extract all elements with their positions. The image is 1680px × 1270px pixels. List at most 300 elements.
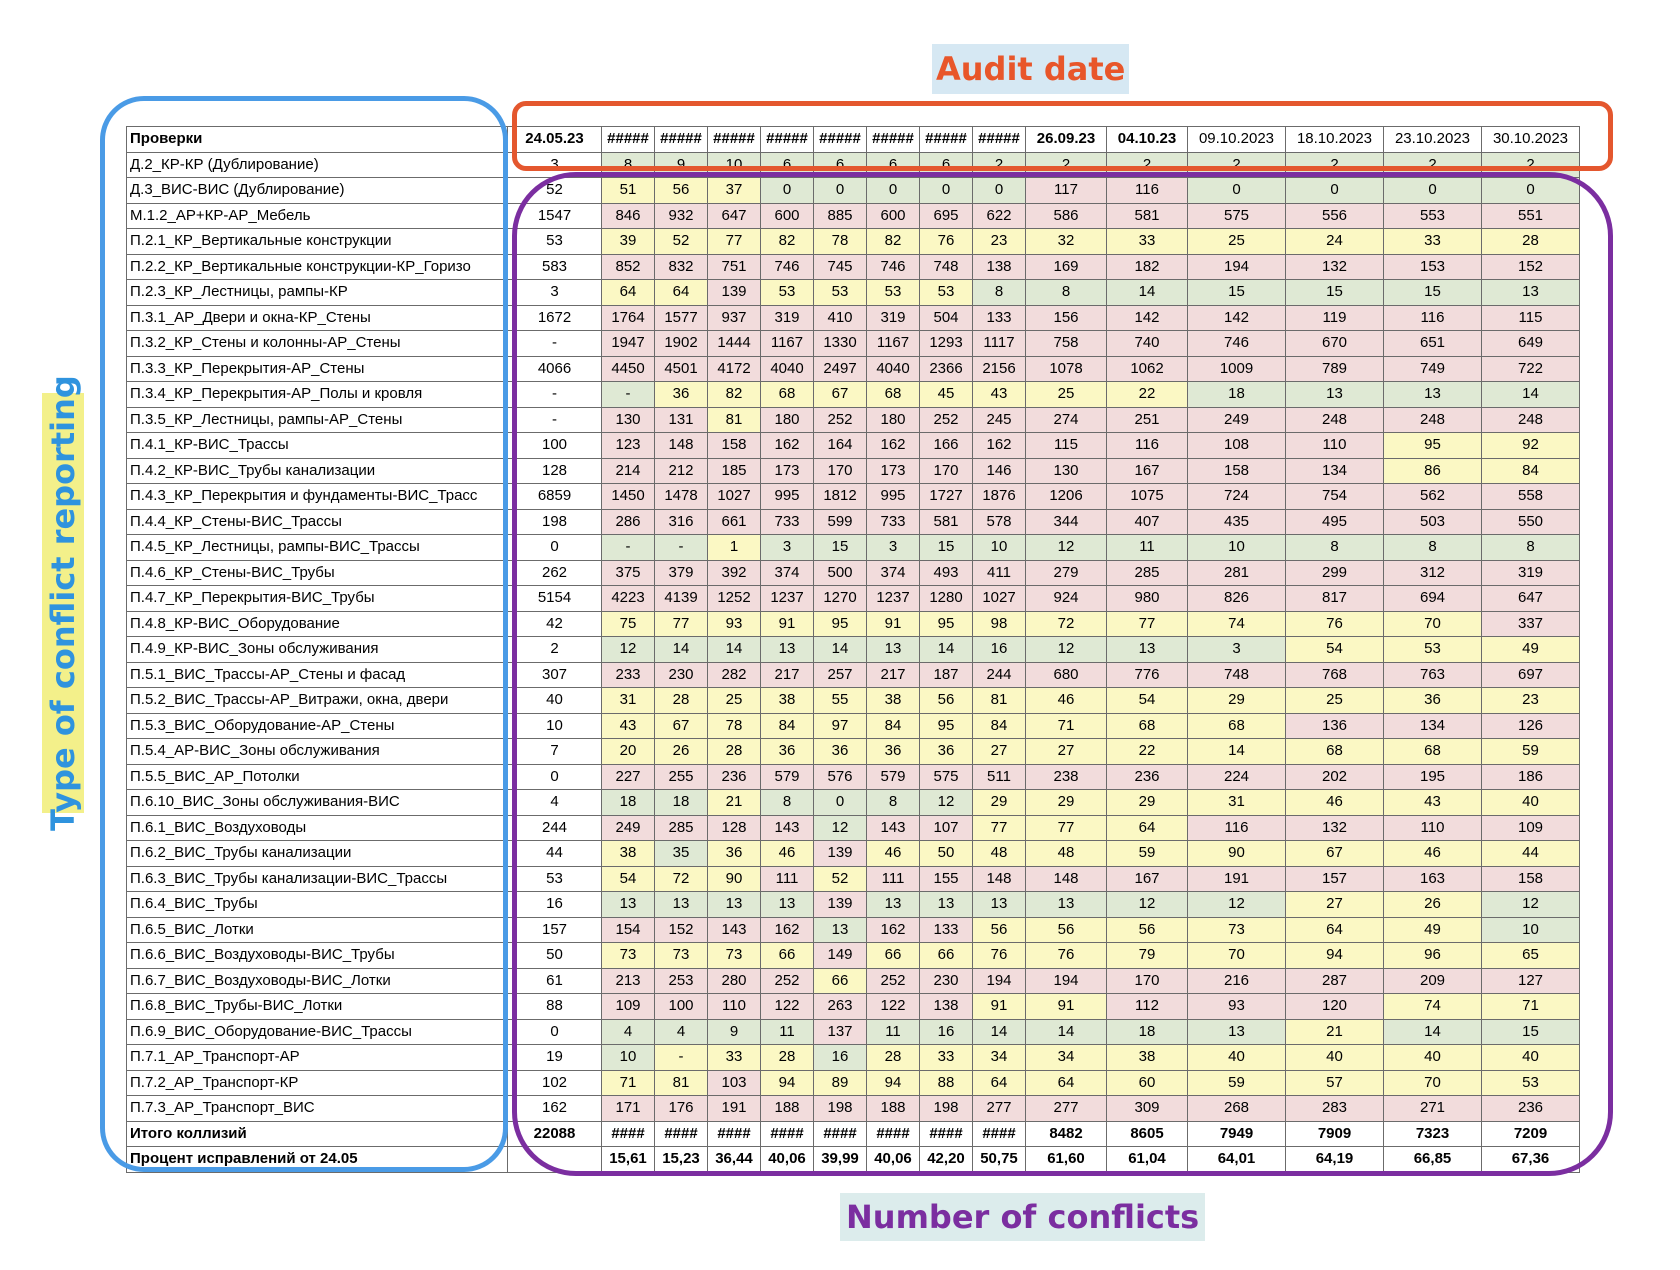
conflict-count-cell: 277 [1026,1096,1107,1122]
conflict-count-cell: 18 [1188,382,1286,408]
conflict-count-cell: - [655,535,708,561]
conflict-count-cell: 722 [1482,356,1580,382]
conflict-count-cell: 166 [920,433,973,459]
conflict-count-cell: 49 [1482,637,1580,663]
check-name-cell: П.7.1_АР_Транспорт-АР [127,1045,508,1071]
check-name-cell: П.4.4_КР_Стены-ВИС_Трассы [127,509,508,535]
conflict-count-cell: 4040 [761,356,814,382]
conflict-count-cell: 90 [1188,841,1286,867]
conflict-count-cell: 78 [814,229,867,255]
conflict-count-cell: - [602,382,655,408]
conflict-count-cell: 171 [602,1096,655,1122]
conflict-count-cell: 60 [1107,1070,1188,1096]
conflict-count-cell: 937 [708,305,761,331]
baseline-cell: 3 [508,280,602,306]
percent-row-value: 39,99 [814,1147,867,1173]
conflict-count-cell: 130 [1026,458,1107,484]
conflict-count-cell: 251 [1107,407,1188,433]
conflict-count-cell: 188 [761,1096,814,1122]
conflict-count-cell: 56 [1026,917,1107,943]
conflict-count-cell: 1577 [655,305,708,331]
conflict-count-cell: 1237 [867,586,920,612]
conflict-count-cell: 162 [761,917,814,943]
baseline-cell: 583 [508,254,602,280]
conflict-count-cell: 2 [1026,152,1107,178]
conflict-count-cell: 651 [1384,331,1482,357]
conflict-count-cell: 122 [867,994,920,1020]
conflict-count-cell: 18 [602,790,655,816]
conflict-count-cell: 14 [920,637,973,663]
conflict-count-cell: 67 [1286,841,1384,867]
conflict-count-cell: 73 [708,943,761,969]
conflict-count-cell: 84 [1482,458,1580,484]
conflict-count-cell: 38 [867,688,920,714]
conflict-count-cell: 56 [973,917,1026,943]
conflict-count-cell: 8 [867,790,920,816]
conflict-count-cell: 733 [761,509,814,535]
conflict-count-cell: 763 [1384,662,1482,688]
conflict-count-cell: 319 [1482,560,1580,586]
conflict-count-cell: 93 [708,611,761,637]
conflict-count-cell: 379 [655,560,708,586]
conflict-count-cell: 274 [1026,407,1107,433]
conflict-count-cell: 238 [1026,764,1107,790]
conflict-count-cell: 36 [761,739,814,765]
conflict-count-cell: 0 [1188,178,1286,204]
conflict-count-cell: 54 [602,866,655,892]
conflict-count-cell: 39 [602,229,655,255]
conflict-count-cell: 51 [602,178,655,204]
conflict-count-cell: 511 [973,764,1026,790]
conflict-count-cell: 25 [1286,688,1384,714]
conflict-count-cell: 1062 [1107,356,1188,382]
conflict-count-cell: 132 [1286,254,1384,280]
conflict-count-cell: 56 [1107,917,1188,943]
conflict-count-cell: 745 [814,254,867,280]
check-name-cell: П.4.2_КР-ВИС_Трубы канализации [127,458,508,484]
conflict-count-cell: 107 [920,815,973,841]
conflict-count-cell: 112 [1107,994,1188,1020]
conflict-count-cell: 575 [1188,203,1286,229]
conflict-count-cell: 91 [867,611,920,637]
conflict-count-cell: 97 [814,713,867,739]
conflict-count-cell: 158 [708,433,761,459]
date-header: ##### [867,127,920,153]
conflict-count-cell: 4 [655,1019,708,1045]
conflict-count-cell: 4501 [655,356,708,382]
conflict-count-cell: 1444 [708,331,761,357]
baseline-cell: 128 [508,458,602,484]
check-name-cell: П.7.2_АР_Транспорт-КР [127,1070,508,1096]
conflict-count-cell: 162 [973,433,1026,459]
conflict-count-cell: 217 [867,662,920,688]
conflict-count-cell: 236 [1482,1096,1580,1122]
conflict-count-cell: 91 [1026,994,1107,1020]
conflict-count-cell: 40 [1286,1045,1384,1071]
conflict-count-cell: 670 [1286,331,1384,357]
conflict-count-cell: 59 [1107,841,1188,867]
conflict-count-cell: 13 [1188,1019,1286,1045]
conflict-count-cell: 115 [1482,305,1580,331]
conflict-count-cell: 2 [1188,152,1286,178]
conflict-count-cell: 96 [1384,943,1482,969]
conflict-count-cell: 111 [761,866,814,892]
conflict-count-cell: 832 [655,254,708,280]
conflict-count-cell: 283 [1286,1096,1384,1122]
conflict-count-cell: 695 [920,203,973,229]
conflict-count-cell: 209 [1384,968,1482,994]
conflict-count-cell: 244 [973,662,1026,688]
conflict-count-cell: 103 [708,1070,761,1096]
conflict-count-cell: 10 [973,535,1026,561]
conflict-count-cell: 282 [708,662,761,688]
check-name-cell: П.4.6_КР_Стены-ВИС_Трубы [127,560,508,586]
conflict-count-cell: 46 [867,841,920,867]
conflict-count-cell: 49 [1384,917,1482,943]
conflict-count-cell: 26 [655,739,708,765]
conflict-count-cell: 31 [602,688,655,714]
conflict-count-cell: 11 [1107,535,1188,561]
conflict-count-cell: 180 [867,407,920,433]
check-name-cell: П.3.5_КР_Лестницы, рампы-АР_Стены [127,407,508,433]
baseline-cell: 7 [508,739,602,765]
conflict-count-cell: 194 [1188,254,1286,280]
conflict-count-cell: 116 [1107,433,1188,459]
conflict-count-cell: 36 [814,739,867,765]
conflict-count-cell: 680 [1026,662,1107,688]
conflict-count-cell: 1450 [602,484,655,510]
conflict-count-cell: 84 [973,713,1026,739]
conflict-count-cell: 252 [920,407,973,433]
conflict-count-cell: 38 [1107,1045,1188,1071]
conflict-count-cell: 55 [814,688,867,714]
conflict-count-cell: 134 [1286,458,1384,484]
conflict-count-cell: 435 [1188,509,1286,535]
baseline-cell: 262 [508,560,602,586]
check-name-cell: П.7.3_АР_Транспорт_ВИС [127,1096,508,1122]
conflict-count-cell: 0 [867,178,920,204]
conflict-count-cell: 751 [708,254,761,280]
conflict-count-cell: 13 [867,637,920,663]
conflict-count-cell: 35 [655,841,708,867]
conflict-count-cell: 1727 [920,484,973,510]
conflict-count-cell: 53 [761,280,814,306]
conflict-count-cell: 122 [761,994,814,1020]
conflict-count-cell: 575 [920,764,973,790]
conflict-count-cell: 72 [655,866,708,892]
conflict-count-cell: 0 [920,178,973,204]
conflict-count-cell: 768 [1286,662,1384,688]
conflict-count-cell: 180 [761,407,814,433]
percent-row-value: 15,23 [655,1147,708,1173]
conflict-count-cell: 374 [761,560,814,586]
conflict-count-cell: 13 [761,637,814,663]
check-name-cell: П.4.3_КР_Перекрытия и фундаменты-ВИС_Трасс [127,484,508,510]
conflict-count-cell: 53 [1384,637,1482,663]
conflict-count-cell: 286 [602,509,655,535]
conflict-count-cell: 37 [708,178,761,204]
conflict-count-cell: 164 [814,433,867,459]
conflict-count-cell: 67 [814,382,867,408]
conflict-count-cell: 586 [1026,203,1107,229]
baseline-cell: 5154 [508,586,602,612]
conflict-count-cell: 13 [1026,892,1107,918]
conflict-count-cell: 65 [1482,943,1580,969]
conflict-count-cell: 600 [761,203,814,229]
conflict-count-cell: 13 [814,917,867,943]
conflict-count-cell: 12 [1107,892,1188,918]
conflict-count-cell: 558 [1482,484,1580,510]
conflict-count-cell: 789 [1286,356,1384,382]
conflict-count-cell: 550 [1482,509,1580,535]
conflict-count-cell: 2497 [814,356,867,382]
conflict-count-cell: 143 [761,815,814,841]
conflict-count-cell: 980 [1107,586,1188,612]
conflict-count-cell: 4 [602,1019,655,1045]
conflict-count-cell: 12 [920,790,973,816]
baseline-cell: 0 [508,1019,602,1045]
total-row-value: 8482 [1026,1121,1107,1147]
conflict-count-cell: 53 [814,280,867,306]
conflict-count-cell: 13 [973,892,1026,918]
conflict-count-cell: 733 [867,509,920,535]
conflict-count-cell: 29 [1026,790,1107,816]
conflict-count-cell: 153 [1384,254,1482,280]
conflict-count-cell: 50 [920,841,973,867]
conflict-count-cell: 77 [655,611,708,637]
check-name-cell: П.5.5_ВИС_АР_Потолки [127,764,508,790]
conflict-count-cell: 67 [655,713,708,739]
conflict-count-cell: 70 [1384,611,1482,637]
conflict-count-cell: 40 [1188,1045,1286,1071]
conflict-count-cell: 375 [602,560,655,586]
check-name-cell: П.4.9_КР-ВИС_Зоны обслуживания [127,637,508,663]
conflict-count-cell: 8 [761,790,814,816]
conflict-count-cell: 27 [1286,892,1384,918]
date-header: 23.10.2023 [1384,127,1482,153]
check-name-cell: П.6.5_ВИС_Лотки [127,917,508,943]
check-name-cell: П.5.2_ВИС_Трассы-АР_Витражи, окна, двери [127,688,508,714]
conflict-count-cell: 740 [1107,331,1188,357]
conflict-count-cell: 52 [814,866,867,892]
conflict-count-cell: 91 [973,994,1026,1020]
conflict-count-cell: 133 [973,305,1026,331]
conflict-count-cell: 133 [920,917,973,943]
conflict-count-cell: 1009 [1188,356,1286,382]
check-name-cell: П.6.3_ВИС_Трубы канализации-ВИС_Трассы [127,866,508,892]
conflict-count-cell: 154 [602,917,655,943]
conflict-count-cell: 29 [1188,688,1286,714]
baseline-cell: 0 [508,764,602,790]
conflict-count-cell: 14 [1482,382,1580,408]
conflict-count-cell: 143 [867,815,920,841]
conflict-count-cell: 230 [655,662,708,688]
conflict-count-cell: 233 [602,662,655,688]
conflict-count-cell: 8 [602,152,655,178]
total-row-value: #### [602,1121,655,1147]
conflict-count-cell: 131 [655,407,708,433]
conflict-count-cell: 6 [867,152,920,178]
conflict-count-cell: 12 [1188,892,1286,918]
conflict-count-cell: 126 [1482,713,1580,739]
conflict-count-cell: 12 [1026,637,1107,663]
conflict-count-cell: 56 [655,178,708,204]
conflict-count-cell: 1478 [655,484,708,510]
conflict-count-cell: 48 [1026,841,1107,867]
conflict-count-cell: 173 [761,458,814,484]
conflict-count-cell: 13 [867,892,920,918]
percent-row-value: 66,85 [1384,1147,1482,1173]
conflict-count-cell: 53 [1482,1070,1580,1096]
check-name-cell: П.2.2_КР_Вертикальные конструкции-КР_Горизо [127,254,508,280]
check-name-cell: П.3.3_КР_Перекрытия-АР_Стены [127,356,508,382]
baseline-cell: 244 [508,815,602,841]
audit-date-label: Audit date [932,44,1129,94]
conflict-count-cell: 94 [761,1070,814,1096]
conflict-count-cell: 119 [1286,305,1384,331]
conflict-count-cell: 2366 [920,356,973,382]
conflict-count-cell: 95 [920,611,973,637]
conflict-count-cell: 43 [602,713,655,739]
baseline-cell: 44 [508,841,602,867]
conflict-count-cell: 59 [1188,1070,1286,1096]
conflict-count-cell: 71 [1026,713,1107,739]
check-name-cell: П.4.5_КР_Лестницы, рампы-ВИС_Трассы [127,535,508,561]
conflict-count-cell: 72 [1026,611,1107,637]
conflict-count-cell: 224 [1188,764,1286,790]
conflict-count-cell: 167 [1107,458,1188,484]
conflict-count-cell: 312 [1384,560,1482,586]
conflict-count-cell: 194 [973,968,1026,994]
check-name-cell: П.6.1_ВИС_Воздуховоды [127,815,508,841]
percent-row-value: 64,19 [1286,1147,1384,1173]
header-title: Проверки [127,127,508,153]
conflict-count-cell: 90 [708,866,761,892]
conflict-count-cell: 15 [920,535,973,561]
conflict-count-cell: 749 [1384,356,1482,382]
conflict-count-cell: 100 [655,994,708,1020]
conflict-count-cell: 148 [655,433,708,459]
conflict-count-cell: 64 [655,280,708,306]
conflict-count-cell: 64 [602,280,655,306]
conflict-count-cell: 54 [1107,688,1188,714]
baseline-cell: 4 [508,790,602,816]
conflict-count-cell: 170 [814,458,867,484]
conflict-count-cell: 724 [1188,484,1286,510]
conflict-count-cell: 38 [602,841,655,867]
conflict-count-cell: 248 [1286,407,1384,433]
conflict-count-cell: 187 [920,662,973,688]
conflict-count-cell: 109 [602,994,655,1020]
conflict-count-cell: 117 [1026,178,1107,204]
check-name-cell: П.4.7_КР_Перекрытия-ВИС_Трубы [127,586,508,612]
conflict-count-cell: 108 [1188,433,1286,459]
conflict-count-cell: 66 [920,943,973,969]
conflict-count-cell: 576 [814,764,867,790]
conflict-count-cell: 82 [867,229,920,255]
conflict-count-cell: 53 [867,280,920,306]
conflict-count-cell: 268 [1188,1096,1286,1122]
conflict-count-cell: 139 [708,280,761,306]
check-name-cell: П.2.3_КР_Лестницы, рампы-КР [127,280,508,306]
conflict-count-cell: 924 [1026,586,1107,612]
conflict-count-cell: 16 [814,1045,867,1071]
conflict-count-cell: 149 [814,943,867,969]
conflict-count-cell: 11 [867,1019,920,1045]
conflict-count-cell: 123 [602,433,655,459]
conflict-count-cell: 53 [920,280,973,306]
conflict-count-cell: 20 [602,739,655,765]
conflict-count-cell: 410 [814,305,867,331]
conflict-count-cell: 817 [1286,586,1384,612]
conflict-count-cell: 110 [1384,815,1482,841]
conflict-count-cell: 253 [655,968,708,994]
percent-row-value: 61,60 [1026,1147,1107,1173]
conflict-count-cell: 285 [1107,560,1188,586]
conflict-count-cell: 54 [1286,637,1384,663]
conflict-count-cell: 1330 [814,331,867,357]
check-name-cell: П.3.2_КР_Стены и колонны-АР_Стены [127,331,508,357]
conflict-count-cell: 84 [761,713,814,739]
conflict-count-cell: 66 [761,943,814,969]
conflict-count-cell: 46 [1026,688,1107,714]
conflict-count-cell: 661 [708,509,761,535]
check-name-cell: П.5.3_ВИС_Оборудование-АР_Стены [127,713,508,739]
conflict-count-cell: 319 [761,305,814,331]
check-name-cell: М.1.2_АР+КР-АР_Мебель [127,203,508,229]
total-row-value: #### [973,1121,1026,1147]
conflict-count-cell: 15 [1286,280,1384,306]
date-header: 24.05.23 [508,127,602,153]
conflict-count-cell: 21 [1286,1019,1384,1045]
conflict-count-cell: 70 [1384,1070,1482,1096]
conflict-count-cell: 6 [814,152,867,178]
check-name-cell: П.3.4_КР_Перекрытия-АР_Полы и кровля [127,382,508,408]
conflict-count-cell: 281 [1188,560,1286,586]
conflict-count-cell: 186 [1482,764,1580,790]
conflict-count-cell: 40 [1482,1045,1580,1071]
conflict-count-cell: 227 [602,764,655,790]
conflict-count-cell: 143 [708,917,761,943]
conflict-count-cell: 13 [920,892,973,918]
conflict-count-cell: 148 [1026,866,1107,892]
conflict-count-cell: 249 [602,815,655,841]
conflict-count-cell: 562 [1384,484,1482,510]
conflict-count-cell: 64 [1026,1070,1107,1096]
check-name-cell: П.6.4_ВИС_Трубы [127,892,508,918]
conflict-count-cell: 81 [708,407,761,433]
date-header: ##### [920,127,973,153]
conflict-count-cell: 263 [814,994,867,1020]
conflict-count-cell: 8 [1384,535,1482,561]
conflict-count-cell: 776 [1107,662,1188,688]
conflict-count-cell: 316 [655,509,708,535]
conflict-count-cell: 43 [973,382,1026,408]
conflict-count-cell: 33 [1384,229,1482,255]
conflict-count-cell: 995 [867,484,920,510]
conflict-count-cell: 34 [1026,1045,1107,1071]
conflict-count-cell: 1812 [814,484,867,510]
conflict-count-cell: 25 [1188,229,1286,255]
conflict-count-cell: 13 [761,892,814,918]
conflict-count-cell: 111 [867,866,920,892]
conflict-count-cell: 191 [708,1096,761,1122]
percent-row-value: 64,01 [1188,1147,1286,1173]
baseline-cell: 3 [508,152,602,178]
date-header: 04.10.23 [1107,127,1188,153]
conflict-count-cell: 1078 [1026,356,1107,382]
conflict-count-cell: 2156 [973,356,1026,382]
